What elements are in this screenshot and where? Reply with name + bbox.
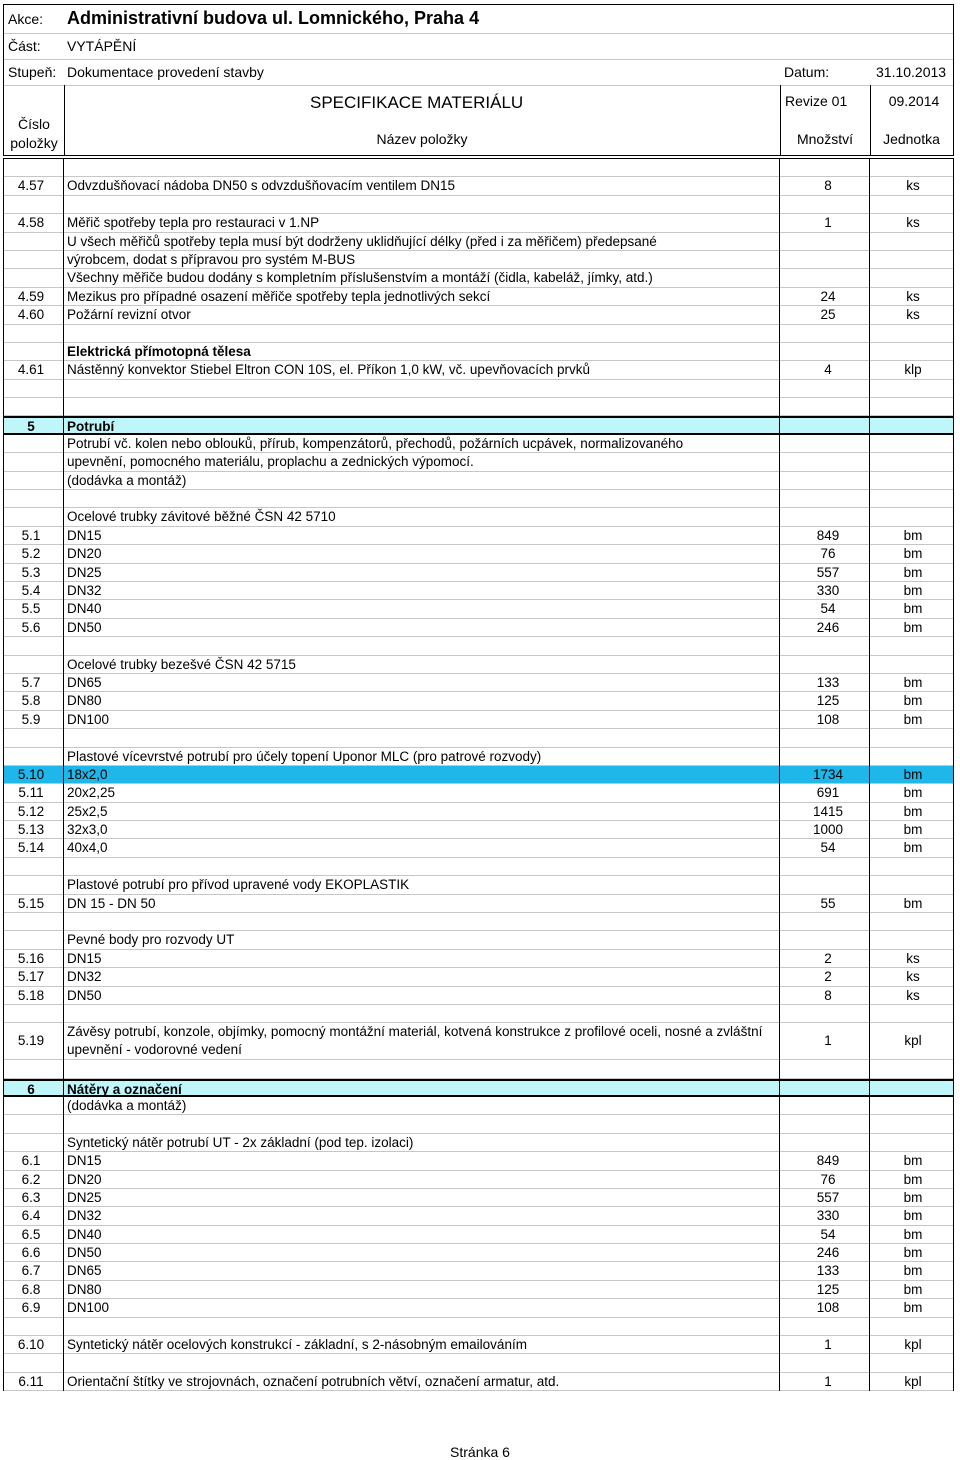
page-footer: Stránka 6 <box>450 1444 510 1460</box>
item-name: DN 15 - DN 50 <box>67 895 156 911</box>
item-quantity: 8 <box>824 178 832 194</box>
item-number: 4.58 <box>17 215 45 231</box>
item-name: DN80 <box>67 1281 102 1297</box>
col-num-line2: položky <box>10 135 58 151</box>
item-name: DN65 <box>67 1263 102 1279</box>
table-row <box>3 766 954 784</box>
item-quantity: 25 <box>820 307 836 323</box>
item-unit: bm <box>903 840 923 856</box>
table-row <box>3 1005 954 1023</box>
table-row <box>3 1207 954 1225</box>
item-unit: ks <box>906 288 920 304</box>
item-unit: klp <box>904 362 922 378</box>
item-unit: ks <box>906 969 920 985</box>
table-row <box>3 803 954 821</box>
item-name: Plastové vícevrstvé potrubí pro účely topení Uponor MLC (pro patrové rozvody) <box>67 748 542 764</box>
item-number: 6.10 <box>17 1337 45 1353</box>
item-unit: bm <box>903 803 923 819</box>
column-header-row <box>4 85 953 155</box>
item-unit: bm <box>903 1189 923 1205</box>
item-number: 5.1 <box>21 527 41 543</box>
col-unit-header: Jednotka <box>883 131 940 147</box>
item-name: 32x3,0 <box>67 822 108 838</box>
item-name: Potrubí vč. kolen nebo oblouků, přírub, kompenzátorů, přechodů, požárních ucpávek, normalizovaného <box>67 435 684 451</box>
item-unit: bm <box>903 582 923 598</box>
item-quantity: 691 <box>816 785 840 801</box>
item-quantity: 330 <box>816 1208 840 1224</box>
table-row <box>3 214 954 232</box>
table-row <box>3 637 954 655</box>
item-unit: bm <box>903 1281 923 1297</box>
table-row <box>3 950 954 968</box>
item-unit: bm <box>903 1171 923 1187</box>
item-unit: bm <box>903 1226 923 1242</box>
item-quantity: 133 <box>816 674 840 690</box>
item-name: DN65 <box>67 674 102 690</box>
akce-row <box>4 5 953 34</box>
item-quantity: 76 <box>820 546 836 562</box>
table-row <box>3 839 954 857</box>
item-name: Všechny měřiče budou dodány s kompletním příslušenstvím a montáží (čidla, kabeláž, jímky, atd.) <box>67 270 653 286</box>
table-row <box>3 1226 954 1244</box>
item-quantity: 76 <box>820 1171 836 1187</box>
table-row <box>3 858 954 876</box>
table-row <box>3 416 954 434</box>
item-name: 40x4,0 <box>67 840 108 856</box>
table-row <box>3 380 954 398</box>
item-quantity: 1000 <box>812 822 844 838</box>
item-name: 18x2,0 <box>67 766 108 782</box>
item-name: Elektrická přímotopná tělesa <box>67 343 251 359</box>
item-number: 4.57 <box>17 178 45 194</box>
item-unit: bm <box>903 674 923 690</box>
item-quantity: 108 <box>816 1300 840 1316</box>
spec-title: SPECIFIKACE MATERIÁLU <box>310 93 524 112</box>
item-unit: bm <box>903 1300 923 1316</box>
item-quantity: 2 <box>824 950 832 966</box>
item-number: 5.2 <box>21 546 41 562</box>
item-name: Ocelové trubky bezešvé ČSN 42 5715 <box>67 656 296 672</box>
item-unit: bm <box>903 766 923 782</box>
table-row <box>3 987 954 1005</box>
item-unit: bm <box>903 895 923 911</box>
item-number: 6.9 <box>21 1300 41 1316</box>
item-name: Měřič spotřeby tepla pro restauraci v 1.NP <box>67 215 320 231</box>
table-row <box>3 490 954 508</box>
item-unit: bm <box>903 546 923 562</box>
item-unit: ks <box>906 215 920 231</box>
item-quantity: 330 <box>816 582 840 598</box>
item-quantity: 557 <box>816 564 840 580</box>
table-border-left <box>3 159 4 1391</box>
item-unit: bm <box>903 1245 923 1261</box>
col-num-header <box>4 115 64 153</box>
cast-row <box>4 33 953 60</box>
item-number: 6 <box>27 1081 35 1097</box>
table-row <box>3 196 954 214</box>
table-row <box>3 784 954 802</box>
table-row <box>3 159 954 177</box>
item-unit: bm <box>903 1208 923 1224</box>
table-row <box>3 748 954 766</box>
item-quantity: 54 <box>820 601 836 617</box>
item-quantity: 125 <box>816 1281 840 1297</box>
item-name: DN40 <box>67 601 102 617</box>
item-number: 6.6 <box>21 1245 41 1261</box>
item-unit: ks <box>906 987 920 1003</box>
item-number: 5.16 <box>17 950 45 966</box>
item-number: 4.61 <box>17 362 45 378</box>
table-row <box>3 1189 954 1207</box>
item-table <box>3 158 954 1391</box>
item-name: 20x2,25 <box>67 785 116 801</box>
stupen-row <box>4 59 953 86</box>
item-name: Syntetický nátěr ocelových konstrukcí - základní, s 2-násobným emailováním <box>67 1337 527 1353</box>
table-row <box>3 711 954 729</box>
item-number: 5.10 <box>17 766 45 782</box>
item-name: Požární revizní otvor <box>67 307 191 323</box>
item-quantity: 24 <box>820 288 836 304</box>
table-row <box>3 1336 954 1354</box>
item-name: U všech měřičů spotřeby tepla musí být dodrženy uklidňující délky (před i za měřičem) předepsané <box>67 233 657 249</box>
table-row <box>3 1134 954 1152</box>
table-row <box>3 545 954 563</box>
item-number: 6.8 <box>21 1281 41 1297</box>
item-quantity: 557 <box>816 1189 840 1205</box>
table-row <box>3 1023 954 1060</box>
item-quantity: 246 <box>816 1245 840 1261</box>
datum-label: Datum: <box>784 64 830 80</box>
item-number: 5.9 <box>21 711 41 727</box>
item-name: Nátěry a označení <box>67 1081 182 1097</box>
table-border-right <box>953 159 954 1391</box>
item-quantity: 1 <box>824 215 832 231</box>
table-row <box>3 582 954 600</box>
item-unit: ks <box>906 307 920 323</box>
table-row <box>3 1373 954 1391</box>
cast-label: Část: <box>8 38 41 54</box>
table-row <box>3 1244 954 1262</box>
item-quantity: 55 <box>820 895 836 911</box>
stupen-label: Stupeň: <box>8 64 57 80</box>
item-quantity: 2 <box>824 969 832 985</box>
datum-value: 31.10.2013 <box>876 64 947 80</box>
item-name: DN32 <box>67 582 102 598</box>
item-name: (dodávka a montáž) <box>67 472 187 488</box>
col-num-line1: Číslo <box>18 116 50 132</box>
item-number: 5.19 <box>17 1033 45 1049</box>
table-row <box>3 931 954 949</box>
item-number: 5.8 <box>21 693 41 709</box>
item-number: 5.13 <box>17 822 45 838</box>
item-number: 6.11 <box>18 1373 44 1389</box>
item-quantity: 8 <box>824 987 832 1003</box>
item-quantity: 54 <box>820 840 836 856</box>
table-row <box>3 1171 954 1189</box>
item-quantity: 1734 <box>812 766 844 782</box>
item-name: DN20 <box>67 546 102 562</box>
table-row <box>3 968 954 986</box>
table-row <box>3 288 954 306</box>
col-divider <box>869 159 870 1391</box>
table-row <box>3 821 954 839</box>
table-row <box>3 729 954 747</box>
table-row <box>3 1097 954 1115</box>
item-unit: bm <box>903 822 923 838</box>
item-unit: bm <box>903 711 923 727</box>
item-name: Plastové potrubí pro přívod upravené vody EKOPLASTIK <box>67 877 410 893</box>
table-row <box>3 895 954 913</box>
table-row <box>3 343 954 361</box>
item-quantity: 133 <box>816 1263 840 1279</box>
item-name: Ocelové trubky závitové běžné ČSN 42 5710 <box>67 509 336 525</box>
item-name: upevnění, pomocného materiálu, proplachu a zednických výpomocí. <box>67 454 474 470</box>
item-name: Odvzdušňovací nádoba DN50 s odvzdušňovacím ventilem DN15 <box>67 178 455 194</box>
item-number: 4.59 <box>17 288 45 304</box>
table-row <box>3 674 954 692</box>
item-name: Závěsy potrubí, konzole, objímky, pomocný montážní materiál, kotvená konstrukce z profilové oceli, nosné a zvláštní upevnění - vodorovné vedení <box>67 1024 763 1058</box>
col-qty-header: Množství <box>796 131 853 147</box>
table-row <box>3 1299 954 1317</box>
item-name: DN50 <box>67 1245 102 1261</box>
item-name: (dodávka a montáž) <box>67 1097 187 1113</box>
item-name: Orientační štítky ve strojovnách, označení potrubních větví, označení armatur, atd. <box>67 1373 560 1389</box>
table-row <box>3 251 954 269</box>
item-unit: bm <box>903 1263 923 1279</box>
table-row <box>3 361 954 379</box>
cast-value: VYTÁPĚNÍ <box>67 38 137 54</box>
item-number: 6.2 <box>21 1171 41 1187</box>
item-number: 5.5 <box>21 601 41 617</box>
item-number: 6.7 <box>21 1263 41 1279</box>
item-quantity: 849 <box>816 1153 840 1169</box>
table-row <box>3 398 954 416</box>
item-number: 5.15 <box>17 895 45 911</box>
item-number: 5 <box>27 419 35 435</box>
item-quantity: 1 <box>824 1373 832 1389</box>
item-number: 6.5 <box>21 1226 41 1242</box>
item-quantity: 54 <box>820 1226 836 1242</box>
table-row <box>3 1281 954 1299</box>
item-name: DN80 <box>67 693 102 709</box>
item-number: 6.4 <box>21 1208 41 1224</box>
item-number: 5.3 <box>21 564 41 580</box>
item-name: výrobcem, dodat s přípravou pro systém M-BUS <box>67 251 356 267</box>
table-row <box>3 435 954 453</box>
item-number: 4.60 <box>17 307 45 323</box>
item-name: Pevné body pro rozvody UT <box>67 932 235 948</box>
item-quantity: 246 <box>816 619 840 635</box>
item-unit: kpl <box>904 1337 922 1353</box>
item-quantity: 849 <box>816 527 840 543</box>
table-row <box>3 508 954 526</box>
item-name: DN32 <box>67 969 102 985</box>
item-number: 5.7 <box>21 674 41 690</box>
table-row <box>3 269 954 287</box>
item-quantity: 1415 <box>812 803 844 819</box>
item-quantity: 108 <box>816 711 840 727</box>
item-name: DN40 <box>67 1226 102 1242</box>
table-row <box>3 1262 954 1280</box>
table-row <box>3 1354 954 1372</box>
table-row <box>3 325 954 343</box>
item-name: Syntetický nátěr potrubí UT - 2x základní (pod tep. izolaci) <box>67 1134 414 1150</box>
item-unit: bm <box>903 601 923 617</box>
item-number: 5.18 <box>17 987 45 1003</box>
item-unit: bm <box>903 564 923 580</box>
table-row <box>3 876 954 894</box>
item-unit: ks <box>906 950 920 966</box>
table-row <box>3 1318 954 1336</box>
table-row <box>3 656 954 674</box>
item-name: DN15 <box>67 950 102 966</box>
header-block <box>3 4 954 156</box>
item-name: DN15 <box>67 527 102 543</box>
item-unit: bm <box>903 527 923 543</box>
item-unit: bm <box>903 785 923 801</box>
item-name: DN25 <box>67 1189 102 1205</box>
item-number: 5.17 <box>17 969 45 985</box>
table-row <box>3 1152 954 1170</box>
item-unit: bm <box>903 693 923 709</box>
item-name: DN100 <box>67 711 110 727</box>
table-row <box>3 1115 954 1133</box>
revize-label: Revize 01 <box>785 93 848 109</box>
item-quantity: 1 <box>824 1337 832 1353</box>
item-name: Mezikus pro případné osazení měřiče spotřeby tepla jednotlivých sekcí <box>67 288 491 304</box>
item-unit: ks <box>906 178 920 194</box>
item-name: 25x2,5 <box>67 803 108 819</box>
akce-value: Administrativní budova ul. Lomnického, Praha 4 <box>67 8 480 28</box>
col-name-header: Název položky <box>376 131 468 147</box>
item-name: DN50 <box>67 619 102 635</box>
table-row <box>3 1079 954 1097</box>
revize-value: 09.2014 <box>888 93 940 109</box>
item-unit: bm <box>903 619 923 635</box>
table-row <box>3 306 954 324</box>
item-unit: bm <box>903 1153 923 1169</box>
item-number: 5.6 <box>21 619 41 635</box>
item-quantity: 125 <box>816 693 840 709</box>
table-row <box>3 692 954 710</box>
item-unit: kpl <box>904 1373 922 1389</box>
item-number: 6.3 <box>21 1189 41 1205</box>
item-unit: kpl <box>904 1033 922 1049</box>
table-row <box>3 913 954 931</box>
item-name: DN100 <box>67 1300 110 1316</box>
item-name: Nástěnný konvektor Stiebel Eltron CON 10S, el. Příkon 1,0 kW, vč. upevňovacích prvků <box>67 362 590 378</box>
item-quantity: 1 <box>824 1033 832 1049</box>
item-name: DN50 <box>67 987 102 1003</box>
col-divider <box>63 159 64 1391</box>
table-row <box>3 564 954 582</box>
item-quantity: 4 <box>824 362 832 378</box>
item-number: 5.11 <box>18 785 44 801</box>
item-number: 5.12 <box>17 803 45 819</box>
item-name: Potrubí <box>67 419 115 435</box>
item-name: DN15 <box>67 1153 102 1169</box>
table-row <box>3 600 954 618</box>
table-row <box>3 472 954 490</box>
item-name: DN32 <box>67 1208 102 1224</box>
item-number: 6.1 <box>21 1153 41 1169</box>
table-row <box>3 177 954 195</box>
table-row <box>3 619 954 637</box>
table-row <box>3 527 954 545</box>
stupen-value: Dokumentace provedení stavby <box>67 64 264 80</box>
col-divider <box>779 159 780 1391</box>
table-row <box>3 1060 954 1078</box>
akce-label: Akce: <box>8 11 44 27</box>
table-row <box>3 453 954 471</box>
item-name: DN20 <box>67 1171 102 1187</box>
item-number: 5.4 <box>21 582 41 598</box>
item-number: 5.14 <box>17 840 45 856</box>
item-name: DN25 <box>67 564 102 580</box>
table-row <box>3 233 954 251</box>
